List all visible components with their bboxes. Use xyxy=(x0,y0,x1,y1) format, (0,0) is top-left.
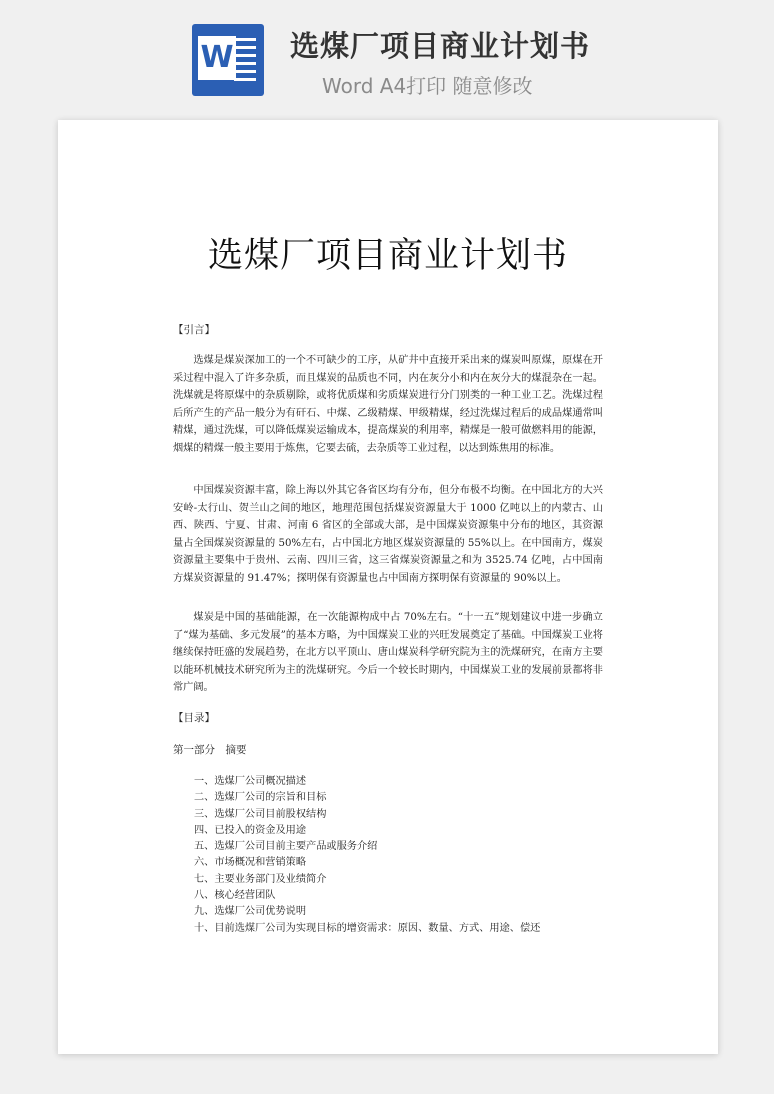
paragraph-1: 选煤是煤炭深加工的一个不可缺少的工序，从矿井中直接开采出来的煤炭叫原煤，原煤在开采过程中混入了许多杂质，而且煤炭的品质也不同，内在灰分小和内在灰分大的煤混杂在一起。洗煤就是将原煤中的杂质剔除，或将优质煤和劣质煤炭进行分门别类的一种工业工艺。洗煤过程后所产生的产品一般分为有矸石、中煤、乙级精煤、甲级精煤，经过洗煤过程后的成品煤通常叫精煤，通过洗煤，可以降低煤炭运输成本，提高煤炭的利用率，精煤是一般可做燃料用的能源，烟煤的精煤一般主要用于炼焦，它要去硫，去杂质等工业过程，以达到炼焦用的标准。 xyxy=(173,355,603,454)
word-logo-letter: W xyxy=(198,36,236,80)
banner-title: 选煤厂项目商业计划书 xyxy=(290,29,591,63)
doc-lines-decoration xyxy=(234,38,256,86)
toc-item: 八、核心经营团队 xyxy=(194,890,276,902)
toc-item: 七、主要业务部门及业绩简介 xyxy=(194,873,327,885)
banner-subtitle: Word A4打印 随意修改 xyxy=(322,74,533,98)
toc-item: 四、已投入的资金及用途 xyxy=(194,824,307,836)
toc-item: 九、选煤厂公司优势说明 xyxy=(194,906,307,918)
toc-item: 三、选煤厂公司目前股权结构 xyxy=(194,808,327,820)
paragraph-3: 煤炭是中国的基础能源，在一次能源构成中占 70%左右。“十一五”规划建议中进一步确立了“煤为基础、多元发展”的基本方略，为中国煤炭工业的兴旺发展奠定了基础。中国煤炭工业将继续保持旺盛的发展趋势，在北方以平顶山、唐山煤炭科学研究院为主的洗煤研究，在南方主要以能环机械技术研究所为主的洗煤研究。今后一个较长时期内，中国煤炭工业的发展前景都将非常广阔。 xyxy=(173,612,603,694)
toc-list xyxy=(194,774,540,937)
toc-heading: 【目录】 xyxy=(173,712,215,724)
word-icon xyxy=(192,24,264,96)
toc-item: 十、目前选煤厂公司为实现目标的增资需求：原因、数量、方式、用途、偿还 xyxy=(194,922,541,934)
document-title: 选煤厂项目商业计划书 xyxy=(207,236,568,276)
toc-part-heading: 第一部分 摘要 xyxy=(173,744,247,756)
top-banner xyxy=(0,0,774,112)
toc-item: 五、选煤厂公司目前主要产品或服务介绍 xyxy=(194,841,378,853)
intro-heading: 【引言】 xyxy=(173,324,215,336)
toc-item: 一、选煤厂公司概况描述 xyxy=(194,776,307,787)
paragraph-2: 中国煤炭资源丰富，除上海以外其它各省区均有分布，但分布极不均衡。在中国北方的大兴安岭-太行山、贺兰山之间的地区，地理范围包括煤炭资源量大于 1000 亿吨以上的内蒙古、山西、陕西、宁夏、甘肃、河南 6 省区的全部或大部，是中国煤炭资源集中分布的地区，其资源量占全国煤炭资源量的 50%左右，占中国北方地区煤炭资源量的 55%以上。在中国南方，煤炭资源量主要集中于贵州、云南、四川三省，这三省煤炭资源量之和为 3525.74 亿吨，占中国南方煤炭资源量的 91.47%；探明保有资源量也占中国南方探明保有资源量的 90%以上。 xyxy=(173,485,603,584)
toc-item: 六、市场概况和营销策略 xyxy=(194,857,307,869)
document-page xyxy=(58,120,718,1054)
toc-item: 二、选煤厂公司的宗旨和目标 xyxy=(194,792,327,804)
